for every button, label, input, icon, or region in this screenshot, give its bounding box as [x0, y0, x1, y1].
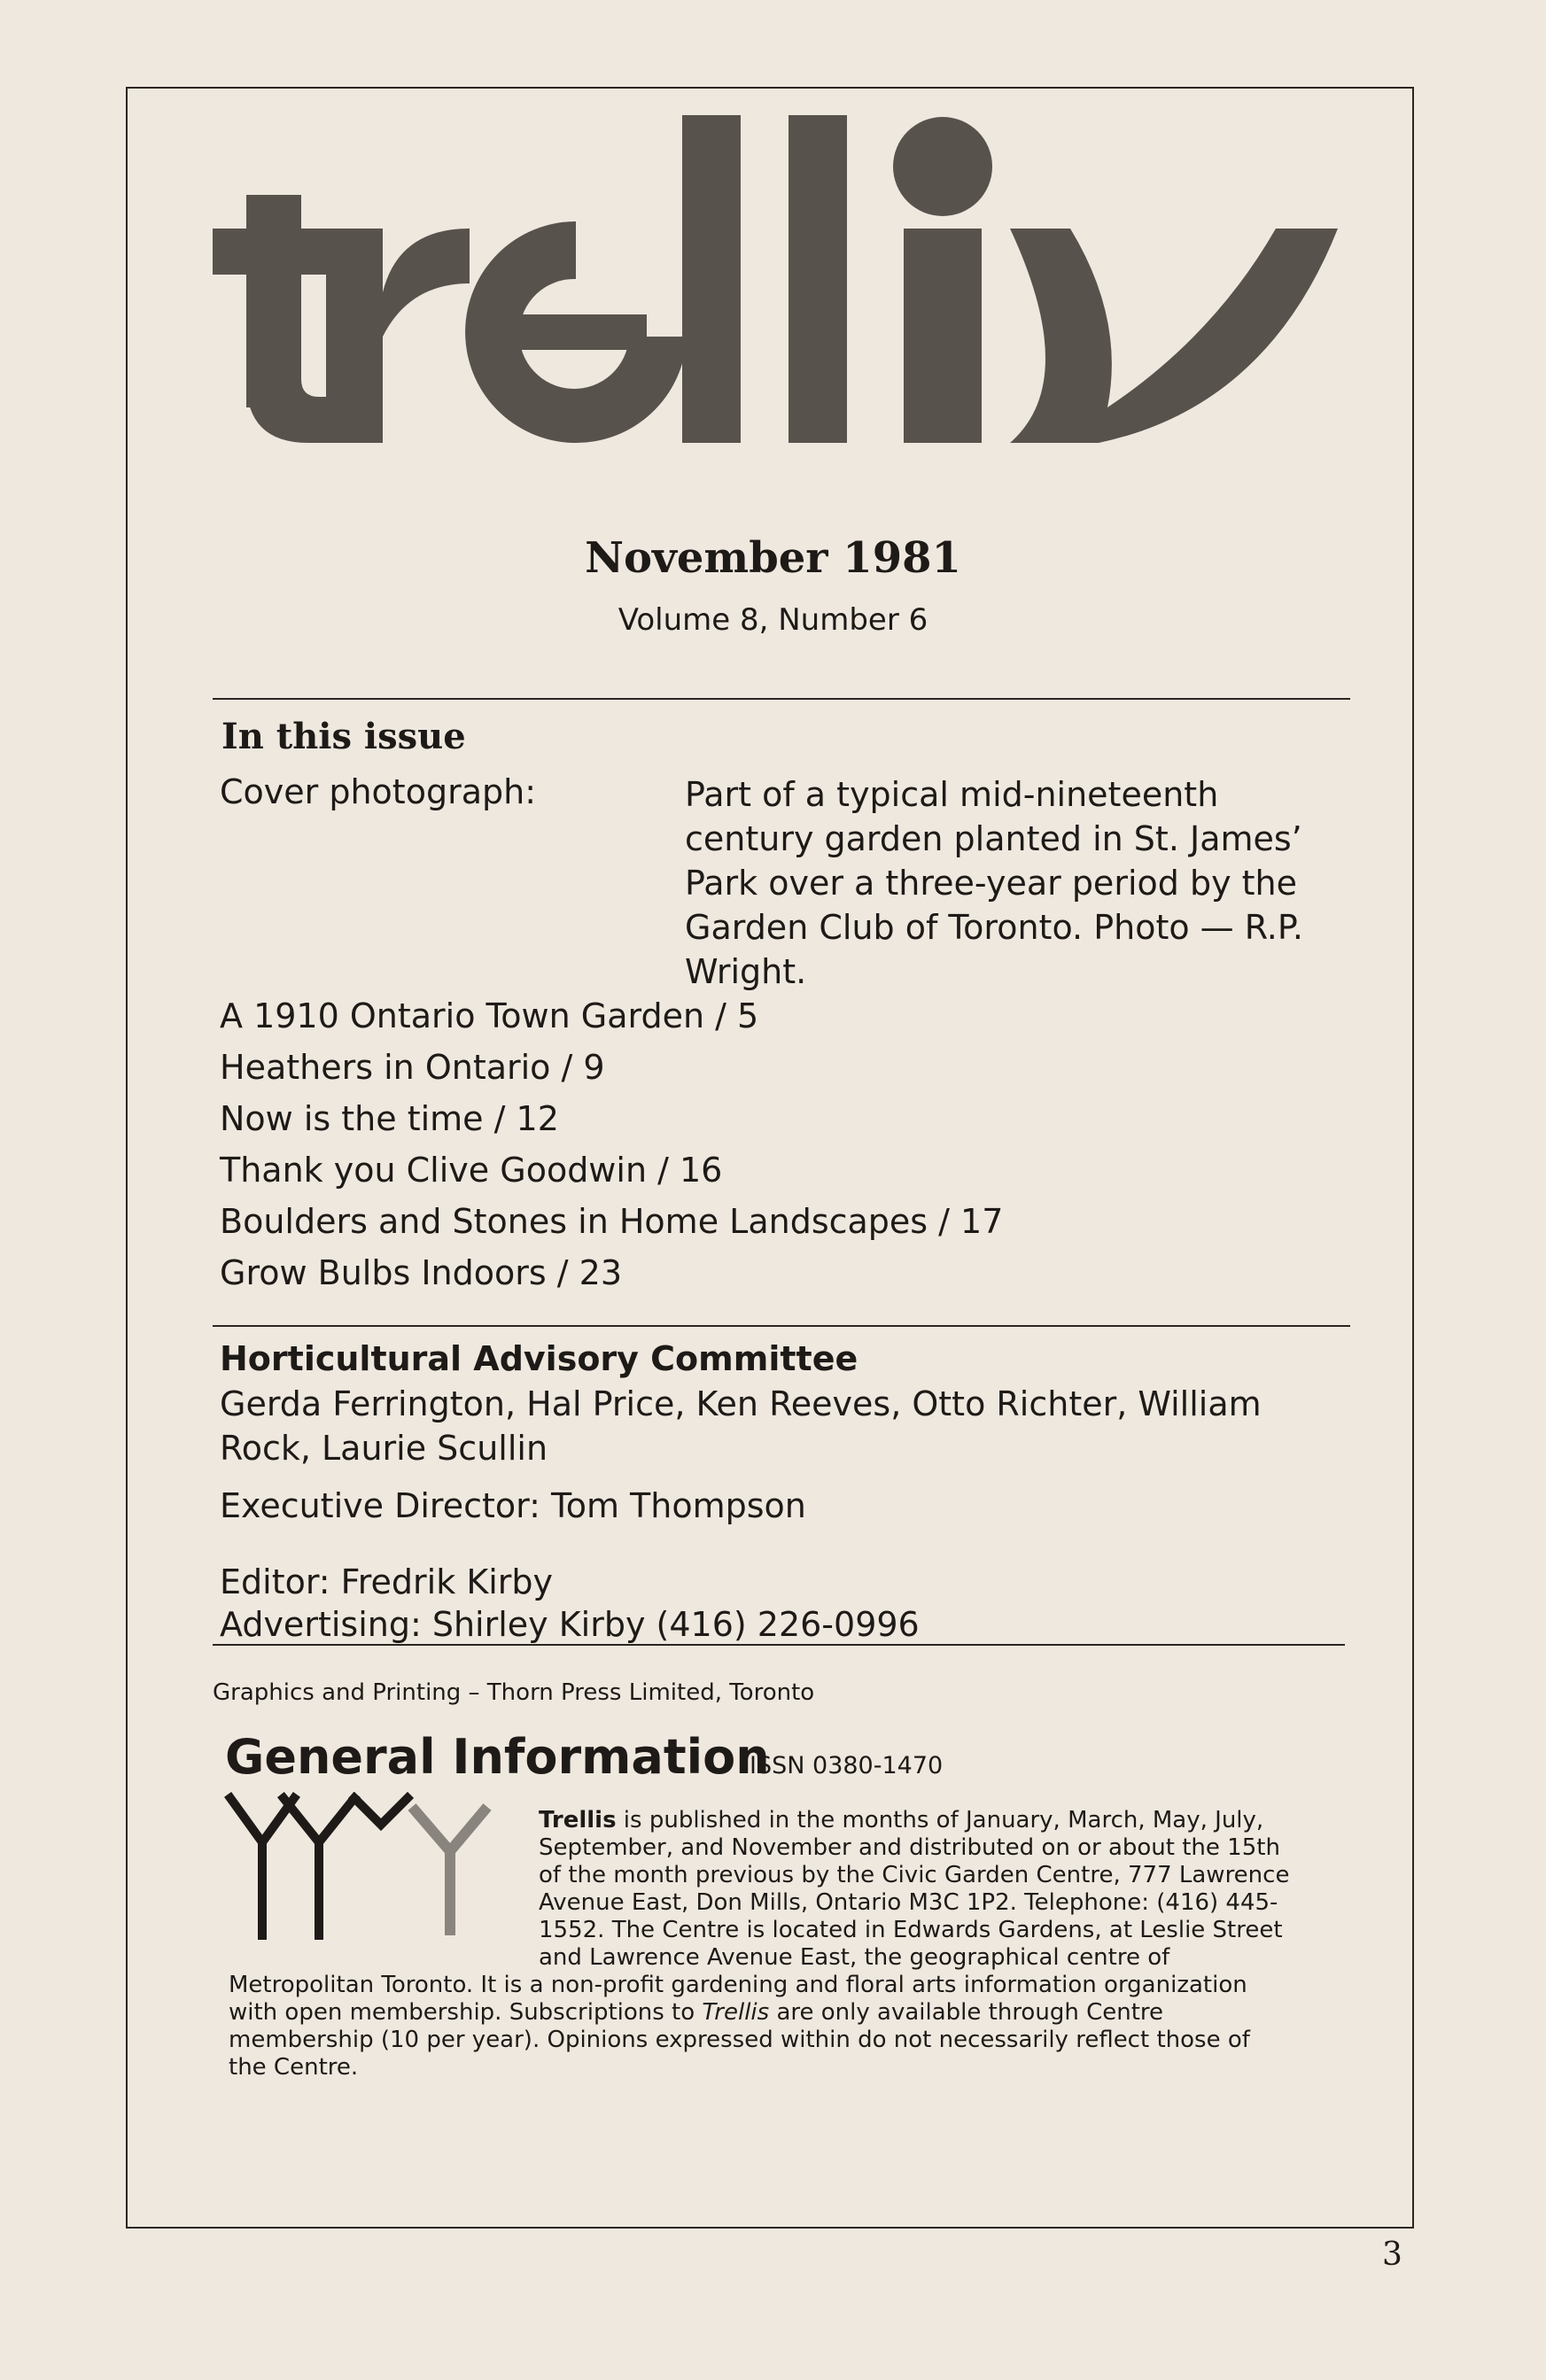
- general-information-body: [229, 1807, 1292, 2082]
- toc-item: Thank you Clive Goodwin / 16: [220, 1151, 723, 1190]
- toc-item: Heathers in Ontario / 9: [220, 1048, 605, 1087]
- page-number: 3: [1382, 2237, 1402, 2273]
- trellis-logo: [213, 115, 1369, 531]
- general-information-title: General Information: [225, 1729, 770, 1785]
- issue-volume: Volume 8, Number 6: [618, 602, 928, 638]
- committee-title: Horticultural Advisory Committee: [220, 1339, 858, 1378]
- divider-rule: [213, 1644, 1345, 1646]
- in-this-issue-heading: In this issue: [221, 716, 466, 757]
- toc-item: Boulders and Stones in Home Landscapes / 17: [220, 1202, 1004, 1241]
- toc-item: Now is the time / 12: [220, 1099, 559, 1138]
- editor: Editor: Fredrik Kirby: [220, 1562, 554, 1601]
- divider-rule: [213, 1325, 1350, 1327]
- printer-credit: Graphics and Printing – Thorn Press Limited, Toronto: [213, 1679, 815, 1706]
- trellis-logo-icon: [213, 115, 1369, 531]
- table-of-contents: [220, 990, 1371, 1299]
- publication-name-italic: Trellis: [702, 1999, 770, 2026]
- emblem-spacer: [229, 1807, 539, 1972]
- general-information-text-end: are only available through Centre membership (10 per year). Opinions expressed within do not necessarily reflect those of the Centre.: [229, 1999, 1250, 2081]
- toc-item: A 1910 Ontario Town Garden / 5: [220, 996, 759, 1035]
- issn-number: ISSN 0380-1470: [750, 1752, 944, 1779]
- publication-name: Trellis: [539, 1807, 617, 1833]
- toc-item: Grow Bulbs Indoors / 23: [220, 1253, 622, 1292]
- general-information-text: is published in the months of January, March, May, July, September, and November and distributed on or about the 15th of the month previous by the Civic Garden Centre, 777 Lawrence Avenue East, Don Mills, Ontario M3C 1P2. Telephone: (416) 445-1552. The Centre is located in Edwards Gardens, at Leslie Street and Lawrence Avenue East, the geographical centre of Metropolitan Toronto. It is a non-profit gardening and floral arts information organization with open membership. Subscriptions to: [229, 1807, 1290, 2026]
- issue-date: November 1981: [585, 533, 961, 583]
- divider-rule: [213, 698, 1350, 700]
- executive-director: Executive Director: Tom Thompson: [220, 1486, 806, 1525]
- cover-photograph-label: Cover photograph:: [220, 772, 536, 811]
- committee-members: Gerda Ferrington, Hal Price, Ken Reeves, Otto Richter, William Rock, Laurie Scullin: [220, 1384, 1262, 1468]
- advertising-contact: Advertising: Shirley Kirby (416) 226-0996: [220, 1605, 920, 1644]
- cover-photograph-description: Part of a typical mid-nineteenth century garden planted in St. James’ Park over a three-year period by the Garden Club of Toronto. Photo — R.P. Wright.: [685, 775, 1303, 991]
